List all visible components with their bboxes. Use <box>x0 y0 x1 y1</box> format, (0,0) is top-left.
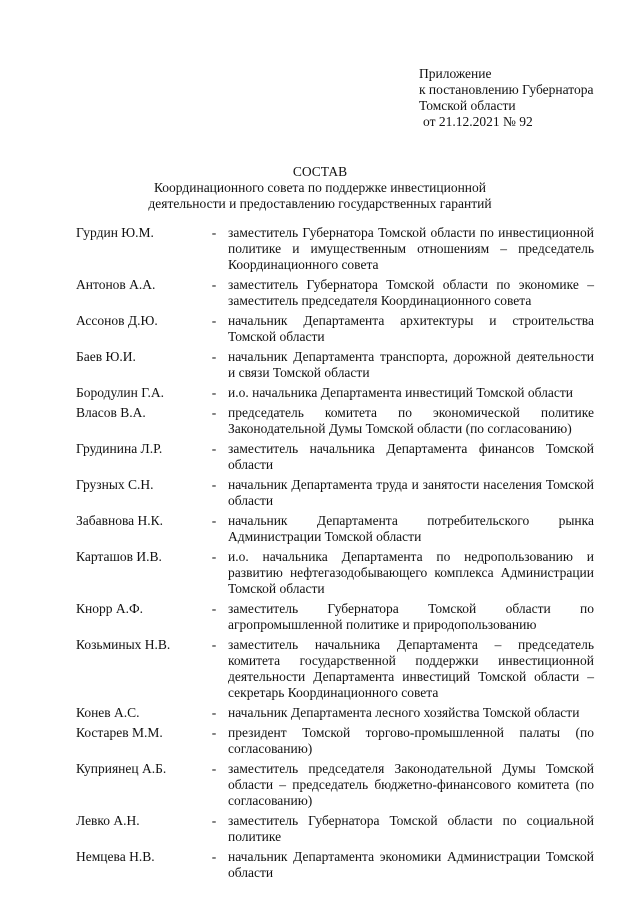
member-name: Конев А.С. <box>76 705 140 720</box>
member-role: и.о. начальника Департамента по недропользованию и развитию нефтегазодобывающего комплекса Администрации Томской области <box>228 549 594 596</box>
member-name: Куприянец А.Б. <box>76 761 167 776</box>
member-row <box>76 405 594 437</box>
appendix-line-4: от 21.12.2021 № 92 <box>423 114 533 129</box>
member-row <box>76 601 594 633</box>
member-name: Левко А.Н. <box>76 813 140 828</box>
document-heading <box>0 164 640 212</box>
member-role: заместитель Губернатора Томской области по агропромышленной политике и природопользованию <box>228 601 594 632</box>
member-role: заместитель Губернатора Томской области по социальной политике <box>228 813 594 844</box>
member-dash: - <box>211 349 217 364</box>
member-role: начальник Департамента архитектуры и строительства Томской области <box>228 313 594 344</box>
member-role: заместитель Губернатора Томской области по инвестиционной политике и имущественным отношениям – председатель Координационного совета <box>228 225 594 272</box>
member-name: Бородулин Г.А. <box>76 385 164 400</box>
member-role: начальник Департамента потребительского рынка Администрации Томской области <box>228 513 594 544</box>
member-dash: - <box>211 849 217 864</box>
document-subtitle-line-1: Координационного совета по поддержке инвестиционной <box>153 180 487 195</box>
member-dash: - <box>211 637 217 652</box>
member-role: и.о. начальника Департамента инвестиций Томской области <box>228 385 573 400</box>
member-dash: - <box>211 477 217 492</box>
member-dash: - <box>211 705 217 720</box>
council-member-list <box>76 225 594 885</box>
member-name: Баев Ю.И. <box>76 349 136 364</box>
member-dash: - <box>211 725 217 740</box>
member-role: начальник Департамента транспорта, дорожной деятельности и связи Томской области <box>228 349 594 380</box>
member-row <box>76 549 594 597</box>
member-row <box>76 385 594 401</box>
member-name: Немцева Н.В. <box>76 849 155 864</box>
member-name: Карташов И.В. <box>76 549 162 564</box>
member-name: Кнорр А.Ф. <box>76 601 144 616</box>
document-title: СОСТАВ <box>292 164 348 179</box>
member-row <box>76 761 594 809</box>
member-role: заместитель начальника Департамента финансов Томской области <box>228 441 594 472</box>
member-role: заместитель председателя Законодательной Думы Томской области – председатель бюджетно-финансового комитета (по согласованию) <box>228 761 594 808</box>
member-role: заместитель начальника Департамента – председатель комитета государственной поддержки инвестиционной деятельности Департамента инвестиций Томской области – секретарь Координационного совета <box>228 637 594 700</box>
appendix-line-2: к постановлению Губернатора <box>419 82 594 97</box>
member-row <box>76 349 594 381</box>
member-row <box>76 637 594 701</box>
member-dash: - <box>211 441 217 456</box>
appendix-block <box>419 66 593 130</box>
member-row <box>76 277 594 309</box>
member-dash: - <box>211 549 217 564</box>
member-name: Грудинина Л.Р. <box>76 441 163 456</box>
member-row <box>76 705 594 721</box>
member-row <box>76 225 594 273</box>
member-role: начальник Департамента лесного хозяйства Томской области <box>228 705 580 720</box>
member-row <box>76 725 594 757</box>
member-row <box>76 813 594 845</box>
member-name: Гурдин Ю.М. <box>76 225 154 240</box>
member-row <box>76 477 594 509</box>
member-dash: - <box>211 385 217 400</box>
member-name: Ассонов Д.Ю. <box>76 313 158 328</box>
member-dash: - <box>211 601 217 616</box>
appendix-line-1: Приложение <box>419 66 492 81</box>
member-dash: - <box>211 761 217 776</box>
member-name: Власов В.А. <box>76 405 146 420</box>
member-role: заместитель Губернатора Томской области по экономике – заместитель председателя Координационного совета <box>228 277 594 308</box>
member-name: Грузных С.Н. <box>76 477 154 492</box>
member-row <box>76 849 594 881</box>
member-dash: - <box>211 513 217 528</box>
appendix-line-3: Томской области <box>419 98 516 113</box>
member-name: Антонов А.А. <box>76 277 156 292</box>
member-role: начальник Департамента труда и занятости населения Томской области <box>228 477 594 508</box>
member-row <box>76 513 594 545</box>
member-role: начальник Департамента экономики Администрации Томской области <box>228 849 594 880</box>
member-dash: - <box>211 313 217 328</box>
member-row <box>76 441 594 473</box>
member-dash: - <box>211 277 217 292</box>
member-dash: - <box>211 225 217 240</box>
member-row <box>76 313 594 345</box>
member-dash: - <box>211 405 217 420</box>
member-name: Забавнова Н.К. <box>76 513 164 528</box>
member-role: президент Томской торгово-промышленной палаты (по согласованию) <box>228 725 594 756</box>
member-name: Костарев М.М. <box>76 725 163 740</box>
member-name: Козьминых Н.В. <box>76 637 171 652</box>
member-role: председатель комитета по экономической политике Законодательной Думы Томской области (по согласованию) <box>228 405 594 436</box>
document-subtitle-line-2: деятельности и предоставлению государственных гарантий <box>148 196 492 211</box>
member-dash: - <box>211 813 217 828</box>
